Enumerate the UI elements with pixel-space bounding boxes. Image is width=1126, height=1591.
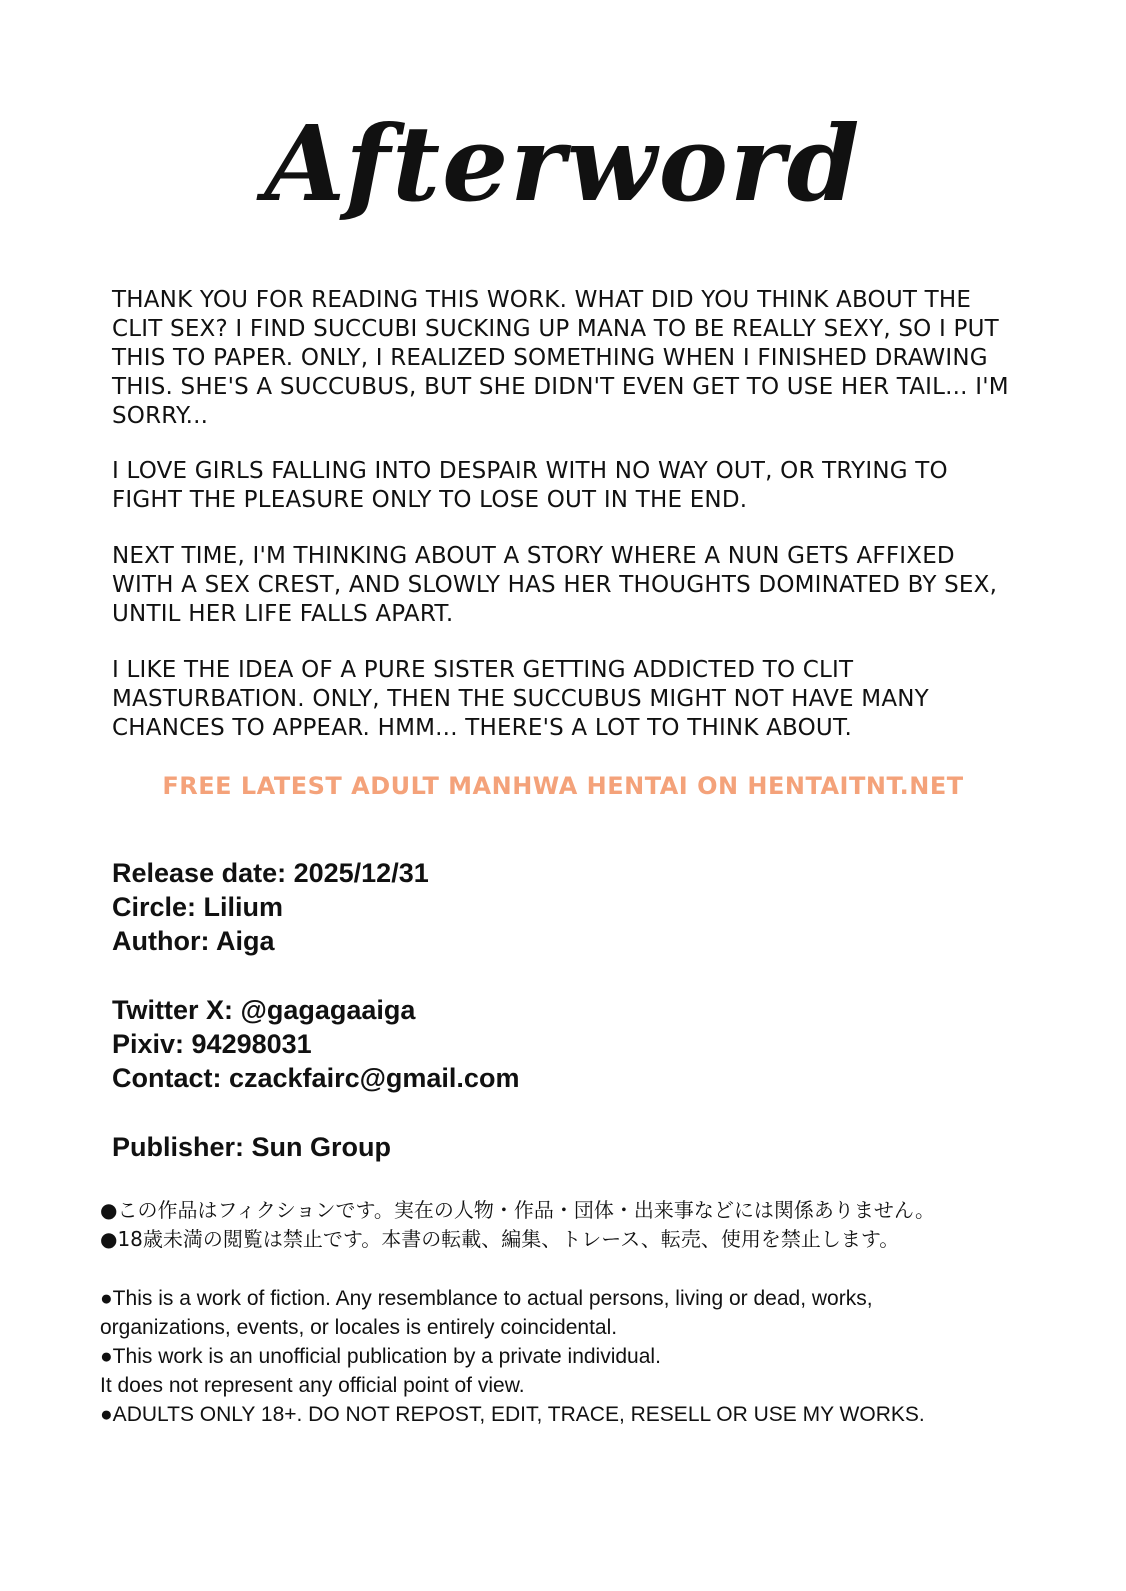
release-date: Release date: 2025/12/31 (112, 858, 429, 888)
afterword-paragraph-2: I LOVE GIRLS FALLING INTO DESPAIR WITH NO WAY OUT, OR TRYING TO FIGHT THE PLEASURE ONLY TO LOSE OUT IN THE END. (112, 458, 948, 513)
notice-en-line: ●ADULTS ONLY 18+. DO NOT REPOST, EDIT, TRACE, RESELL OR USE MY WORKS. (100, 1403, 925, 1426)
notice-en-line: ●This work is an unofficial publication by a private individual. (100, 1345, 661, 1368)
notice-en-line: ●This is a work of fiction. Any resemblance to actual persons, living or dead, works, (100, 1287, 873, 1310)
author-name: Author: Aiga (112, 926, 275, 956)
twitter-handle: Twitter X: @gagagaaiga (112, 995, 416, 1025)
publisher-name: Publisher: Sun Group (112, 1132, 392, 1162)
pixiv-id: Pixiv: 94298031 (112, 1029, 312, 1059)
afterword-paragraph-1: THANK YOU FOR READING THIS WORK. WHAT DID YOU THINK ABOUT THE CLIT SEX? I FIND SUCCUBI SUCKING UP MANA TO BE REALLY SEXY, SO I PUT THIS TO PAPER. ONLY, I REALIZED SOMETHING WHEN I FINISHED DRAWING THIS. SHE'S A SUCCUBUS, BUT SHE DIDN'T EVEN GET TO USE HER TAIL... I'M SORRY... (112, 287, 1009, 429)
publisher-info (112, 1130, 391, 1164)
notice-en-line: It does not represent any official point of view. (100, 1374, 525, 1397)
notice-jp-line: ●この作品はフィクションです。実在の人物・作品・団体・出来事などには関係ありません。 (100, 1198, 936, 1222)
afterword-paragraph-4: I LIKE THE IDEA OF A PURE SISTER GETTING ADDICTED TO CLIT MASTURBATION. ONLY, THEN THE SUCCUBUS MIGHT NOT HAVE MANY CHANCES TO APPEAR. HMM... THERE'S A LOT TO THINK ABOUT. (112, 657, 929, 741)
contact-info (112, 993, 519, 1095)
notice-jp-line: ●18歳未満の閲覧は禁止です。本書の転載、編集、トレース、転売、使用を禁止します。 (100, 1227, 900, 1251)
page-title: Afterword (264, 102, 862, 225)
release-info (112, 856, 429, 958)
notice-en-line: organizations, events, or locales is entirely coincidental. (100, 1316, 618, 1339)
japanese-notices (100, 1196, 1060, 1254)
circle-name: Circle: Lilium (112, 892, 284, 922)
afterword-paragraph-3: NEXT TIME, I'M THINKING ABOUT A STORY WHERE A NUN GETS AFFIXED WITH A SEX CREST, AND SLOWLY HAS HER THOUGHTS DOMINATED BY SEX, UNTIL HER LIFE FALLS APART. (112, 543, 998, 627)
contact-email: Contact: czackfairc@gmail.com (112, 1063, 520, 1093)
english-notices (100, 1284, 1060, 1429)
watermark-text: FREE LATEST ADULT MANHWA HENTAI ON HENTAITNT.NET (162, 772, 964, 800)
